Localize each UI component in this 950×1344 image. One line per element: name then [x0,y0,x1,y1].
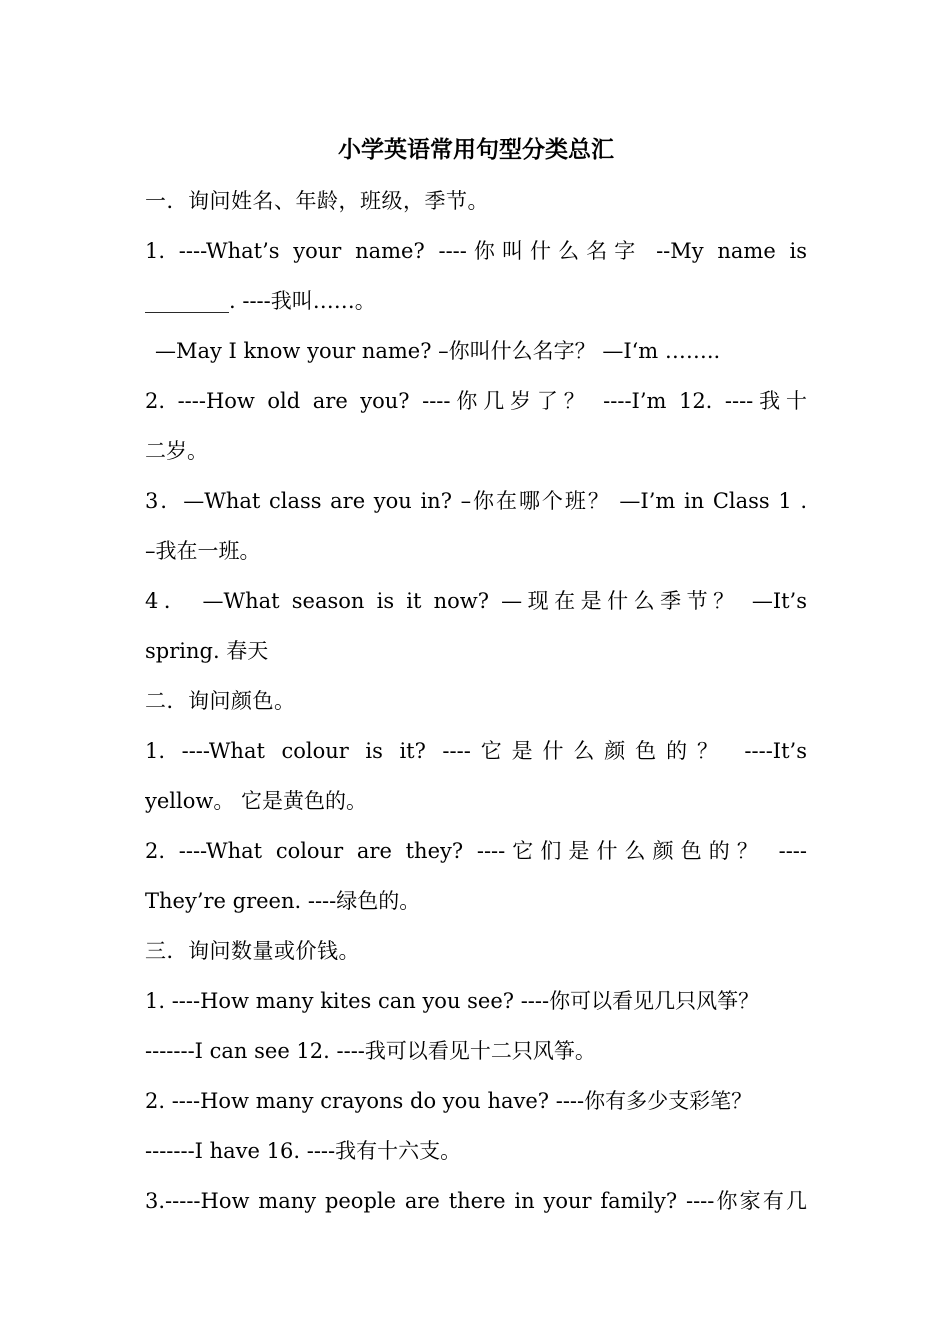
text-line: -------I have 16. ----我有十六支。 [145,1139,462,1163]
text-line: 4． —What season is it now? —现在是什么季节？ —It’s [145,589,807,613]
text-line: 二岁。 [145,439,208,463]
text-line: 1. ----How many kites can you see? ----你可以看见几只风筝？ [145,989,760,1013]
text-line: -------I can see 12. ----我可以看见十二只风筝。 [145,1039,596,1063]
text-line: 3.-----How many people are there in your family? ----你家有几 [145,1189,807,1213]
text-line: ________. ----我叫……。 [145,289,376,313]
text-line: 1. ----What’s your name? ----你叫什么名字 --My name is [145,239,807,263]
text-line: spring. 春天 [145,639,269,663]
text-line: yellow。 它是黄色的。 [145,789,368,813]
document-title: 小学英语常用句型分类总汇 [338,136,614,163]
text-line: 2. ----How old are you? ----你几岁了？ ----I’m 12. ----我十 [145,389,807,413]
section-heading-2: 二．询问颜色。 [145,689,296,713]
text-line: They’re green. ----绿色的。 [145,889,421,913]
text-line: —May I know your name? –你叫什么名字？ —I‘m …….. [155,339,721,363]
text-line: 2. ----What colour are they? ----它们是什么颜色的？ ---- [145,839,807,863]
section-heading-1: 一．询问姓名、年龄，班级，季节。 [145,189,489,213]
text-line: 1. ----What colour is it? ----它是什么颜色的？ ----It’s [145,739,807,763]
text-line: 3．—What class are you in? –你在哪个班？ —I’m in Class 1 . [145,489,807,513]
document-page [145,124,807,1226]
text-line: 2. ----How many crayons do you have? ----你有多少支彩笔？ [145,1089,753,1113]
section-heading-3: 三．询问数量或价钱。 [145,939,360,963]
text-line: –我在一班。 [145,539,261,563]
